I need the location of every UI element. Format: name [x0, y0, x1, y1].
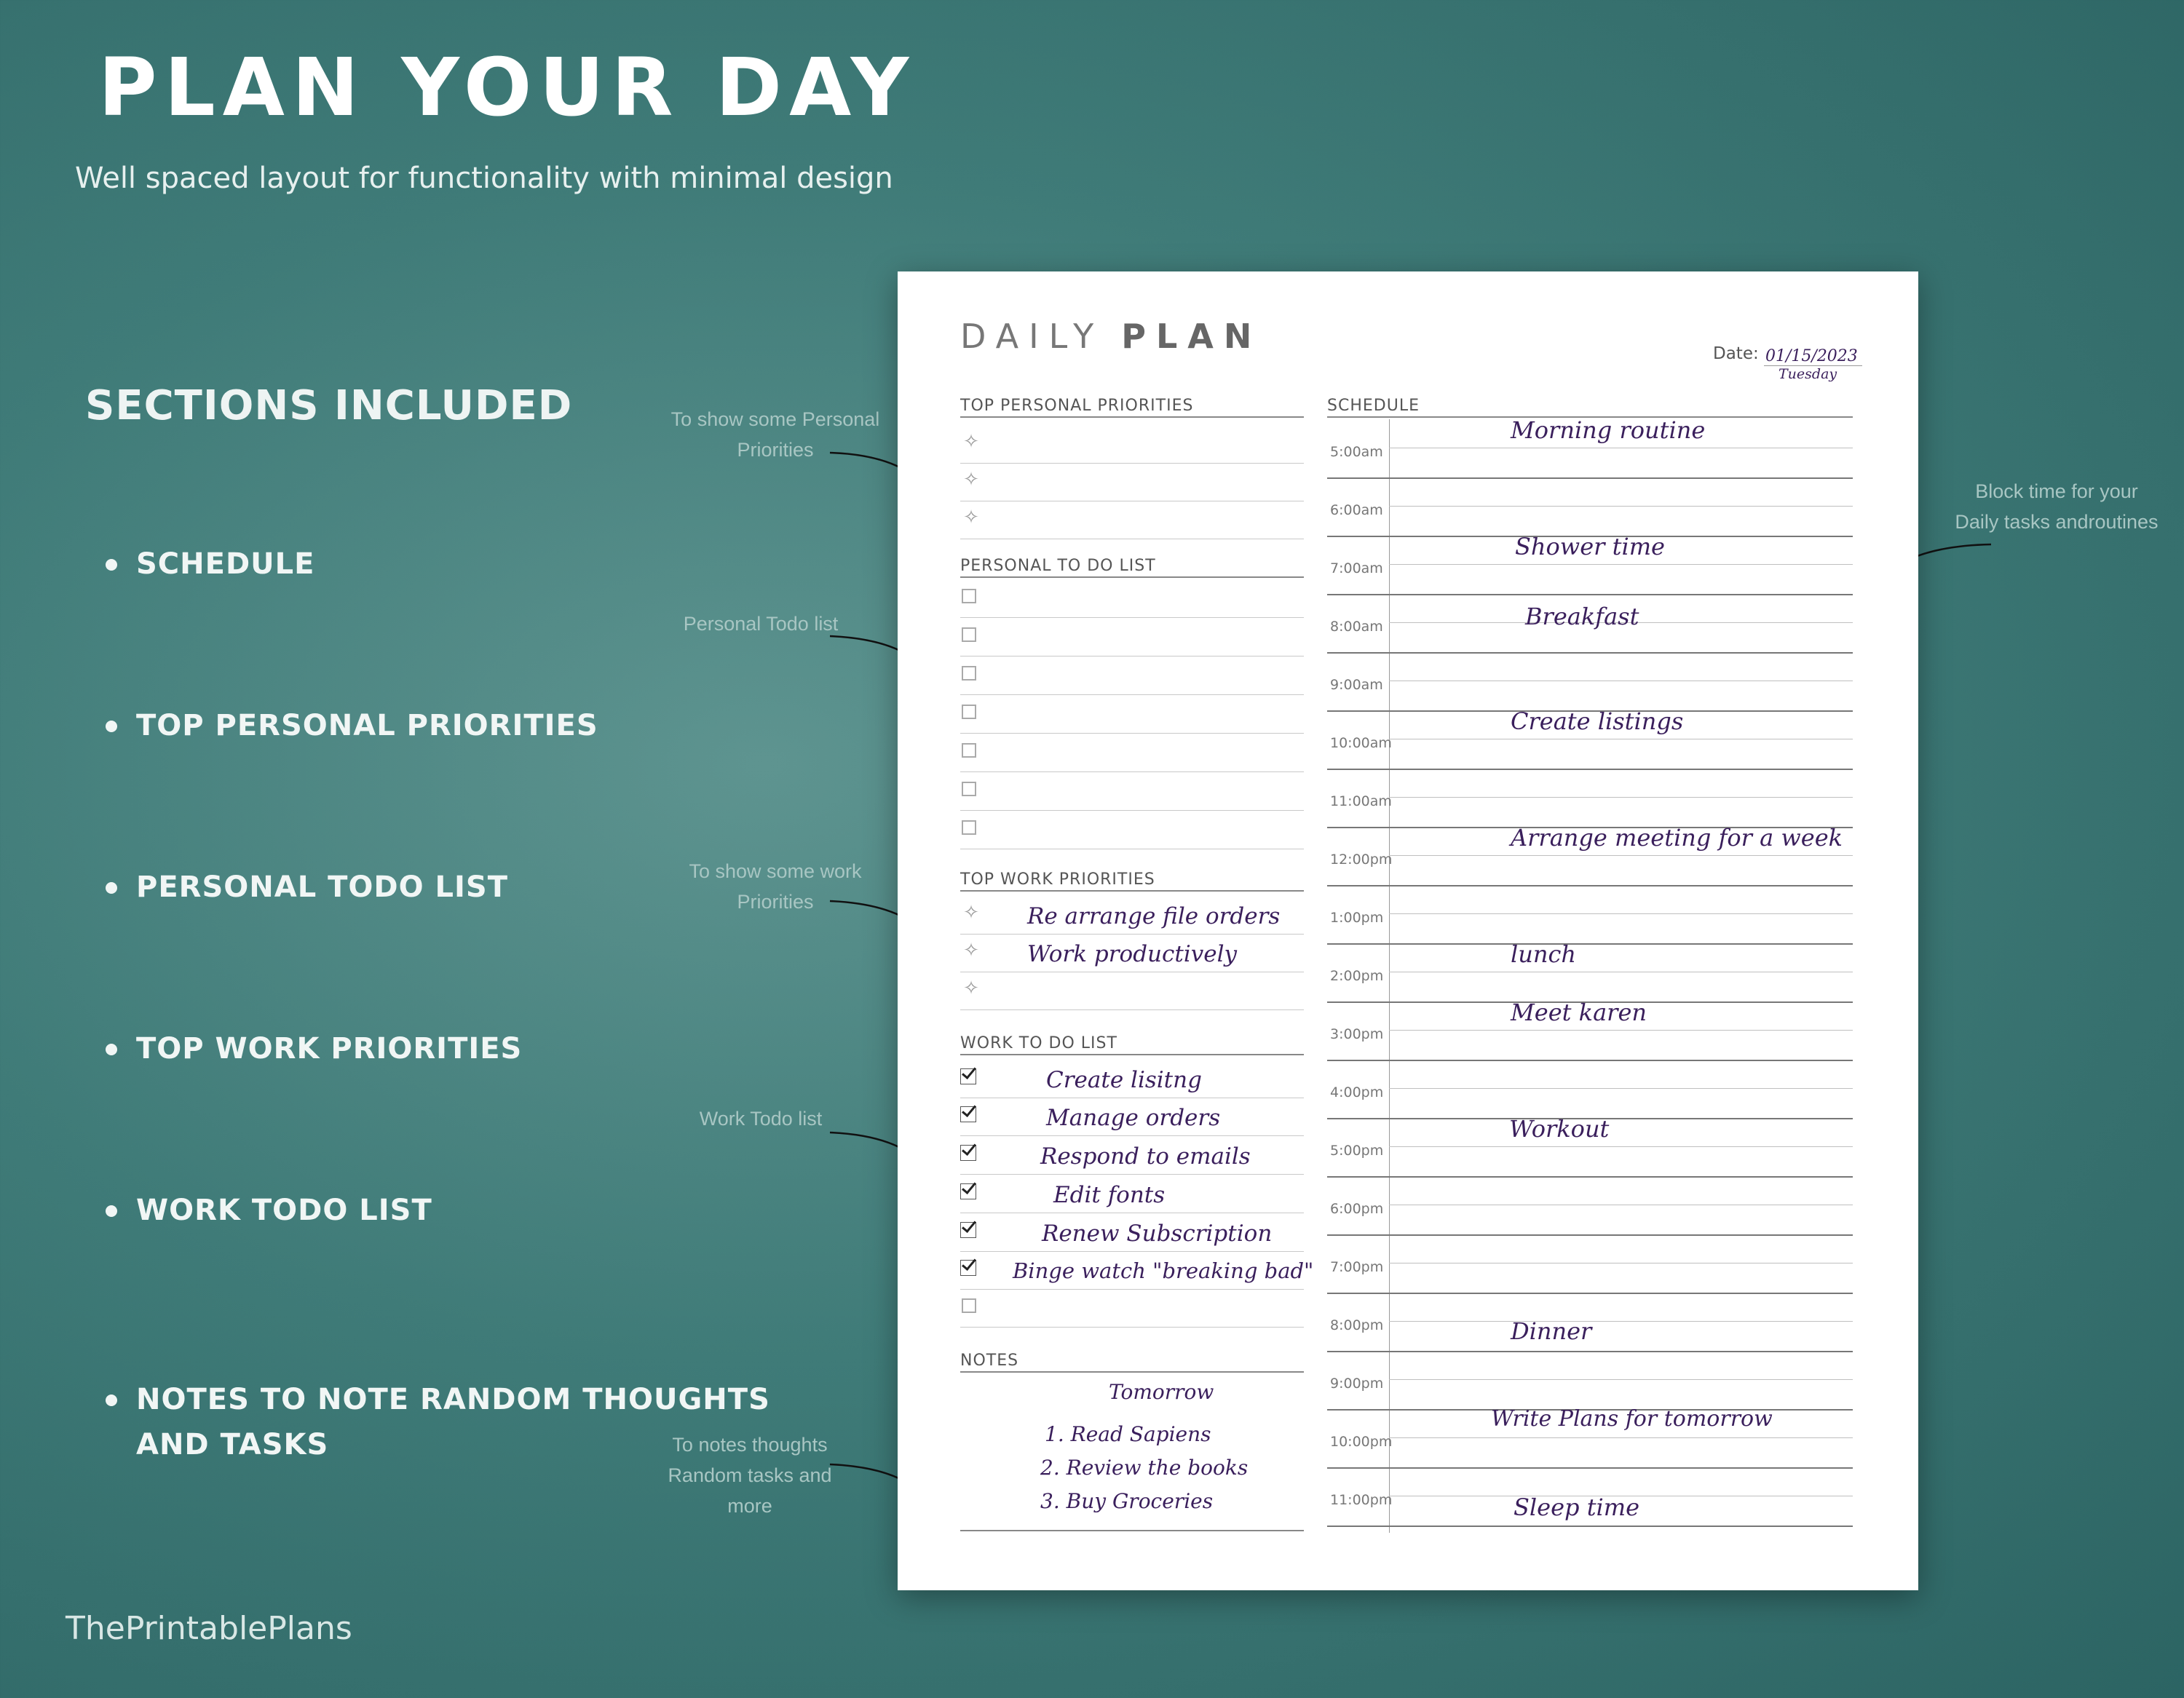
feature-label: WORK TODO LIST [136, 1194, 432, 1227]
todo-row[interactable] [960, 1289, 1304, 1328]
schedule-hour[interactable]: 6:00pm [1327, 1176, 1853, 1236]
todo-row[interactable]: Renew Subscription [960, 1213, 1304, 1252]
sparkle-icon: ✧ [963, 469, 979, 491]
notes-header: NOTES [960, 1352, 1304, 1373]
bullet-icon [106, 1394, 117, 1406]
brand-logo-text: ThePrintablePlans [66, 1610, 352, 1647]
notes-line: 3. Buy Groceries [1040, 1489, 1214, 1513]
notes-line: Tomorrow [1109, 1380, 1214, 1404]
checkbox-checked[interactable] [960, 1260, 976, 1276]
todo-row[interactable] [960, 618, 1304, 656]
schedule-hour[interactable]: 12:00pm Arrange meeting for a week [1327, 827, 1853, 886]
work-priorities-header: TOP WORK PRIORITIES [960, 870, 1304, 892]
todo-row[interactable] [960, 734, 1304, 772]
sections-title: SECTIONS INCLUDED [85, 382, 573, 429]
schedule-hour[interactable]: 10:00pm Write Plans for tomorrow [1327, 1409, 1853, 1469]
feature-item-work-todo [106, 1188, 432, 1233]
checkbox[interactable] [962, 627, 976, 642]
notes-area[interactable] [960, 1376, 1304, 1531]
priority-row[interactable] [960, 463, 1304, 501]
annotation-notes: To notes thoughts Random tasks and more [668, 1434, 832, 1517]
feature-item-work-priorities [106, 1026, 522, 1071]
feature-label: SCHEDULE [136, 547, 315, 581]
hero-title: PLAN YOUR DAY [98, 41, 917, 134]
todo-row[interactable] [960, 695, 1304, 734]
feature-item-personal-todo [106, 865, 508, 910]
date-label: Date: [1713, 344, 1759, 363]
checkbox[interactable] [962, 705, 976, 719]
feature-label-line2: AND TASKS [136, 1428, 329, 1461]
todo-row[interactable]: Create lisitng [960, 1060, 1304, 1098]
checkbox[interactable] [962, 589, 976, 603]
schedule-hour[interactable]: 5:00am Morning routine [1327, 419, 1853, 479]
feature-label: NOTES TO NOTE RANDOM THOUGHTS [136, 1383, 770, 1416]
feature-label: TOP WORK PRIORITIES [136, 1032, 523, 1066]
checkbox-checked[interactable] [960, 1106, 976, 1122]
schedule-hour[interactable]: 7:00am Shower time [1327, 536, 1853, 595]
notes-line: 1. Read Sapiens [1045, 1422, 1211, 1446]
checkbox-checked[interactable] [960, 1068, 976, 1084]
personal-todo-header: PERSONAL TO DO LIST [960, 557, 1304, 578]
schedule-hour[interactable]: 9:00am [1327, 652, 1853, 712]
priority-row[interactable] [960, 425, 1304, 464]
checkbox[interactable] [962, 666, 976, 681]
plan-heading: DAILY PLAN [960, 317, 1262, 356]
feature-label: PERSONAL TODO LIST [136, 870, 508, 904]
bullet-icon [106, 559, 117, 571]
checkbox-checked[interactable] [960, 1145, 976, 1161]
annotation-work-priorities: To show some work Priorities [689, 860, 862, 913]
schedule-hour[interactable]: 1:00pm [1327, 885, 1853, 945]
schedule-hour[interactable]: 7:00pm [1327, 1234, 1853, 1294]
todo-row[interactable] [960, 656, 1304, 695]
feature-item-schedule [106, 541, 314, 587]
hero-subtitle: Well spaced layout for functionality with minimal design [75, 162, 893, 195]
sparkle-icon: ✧ [963, 431, 979, 453]
schedule-hour[interactable]: 5:00pm Workout [1327, 1118, 1853, 1178]
schedule-hour[interactable]: 10:00am Create listings [1327, 710, 1853, 770]
annotation-schedule: Block time for your Daily tasks androutines [1955, 480, 2159, 533]
sparkle-icon: ✧ [963, 977, 979, 999]
schedule-hour[interactable]: 4:00pm [1327, 1060, 1853, 1119]
schedule-hour[interactable]: 11:00pm Sleep time [1327, 1467, 1853, 1527]
checkbox[interactable] [962, 782, 976, 796]
schedule-hour[interactable]: 9:00pm [1327, 1351, 1853, 1411]
checkbox[interactable] [962, 743, 976, 758]
feature-label: TOP PERSONAL PRIORITIES [136, 709, 598, 742]
todo-row[interactable] [960, 811, 1304, 849]
priority-row[interactable] [960, 501, 1304, 539]
todo-row[interactable]: Respond to emails [960, 1136, 1304, 1175]
schedule-header: SCHEDULE [1327, 397, 1853, 418]
checkbox-checked[interactable] [960, 1222, 976, 1238]
feature-item-personal-priorities [106, 703, 598, 748]
annotation-personal-priorities: To show some Personal Priorities [670, 408, 880, 461]
daily-plan-page [898, 271, 1918, 1590]
todo-row[interactable]: Edit fonts [960, 1175, 1304, 1213]
checkbox-checked[interactable] [960, 1183, 976, 1199]
priority-row[interactable] [960, 972, 1304, 1010]
date-field[interactable]: 01/15/2023 [1764, 347, 1862, 366]
priority-row[interactable]: ✧ Re arrange file orders [960, 896, 1304, 935]
bullet-icon [106, 1044, 117, 1055]
checkbox[interactable] [962, 820, 976, 835]
todo-row[interactable]: Binge watch "breaking bad" [960, 1251, 1304, 1290]
notes-line: 2. Review the books [1040, 1456, 1249, 1480]
annotation-work-todo: Work Todo list [699, 1108, 823, 1130]
bullet-icon [106, 721, 117, 732]
priority-row[interactable]: ✧ Work productively [960, 934, 1304, 972]
schedule-hour[interactable]: 8:00pm Dinner [1327, 1293, 1853, 1352]
todo-row[interactable] [960, 579, 1304, 618]
bullet-icon [106, 1205, 117, 1217]
todo-row[interactable]: Manage orders [960, 1098, 1304, 1136]
schedule-hour[interactable]: 8:00am Breakfast [1327, 594, 1853, 654]
annotation-personal-todo: Personal Todo list [683, 613, 839, 635]
personal-priorities-header: TOP PERSONAL PRIORITIES [960, 397, 1304, 418]
schedule-hour[interactable]: 3:00pm Meet karen [1327, 1001, 1853, 1061]
bullet-icon [106, 882, 117, 894]
checkbox[interactable] [962, 1298, 976, 1313]
sparkle-icon: ✧ [963, 507, 979, 528]
work-todo-header: WORK TO DO LIST [960, 1034, 1304, 1055]
sparkle-icon: ✧ [963, 902, 979, 924]
sparkle-icon: ✧ [963, 940, 979, 961]
schedule-hour[interactable]: 2:00pm lunch [1327, 943, 1853, 1003]
date-day: Tuesday [1779, 366, 1837, 382]
schedule-hour[interactable]: 11:00am [1327, 769, 1853, 828]
schedule-hour[interactable]: 6:00am [1327, 477, 1853, 537]
todo-row[interactable] [960, 772, 1304, 811]
